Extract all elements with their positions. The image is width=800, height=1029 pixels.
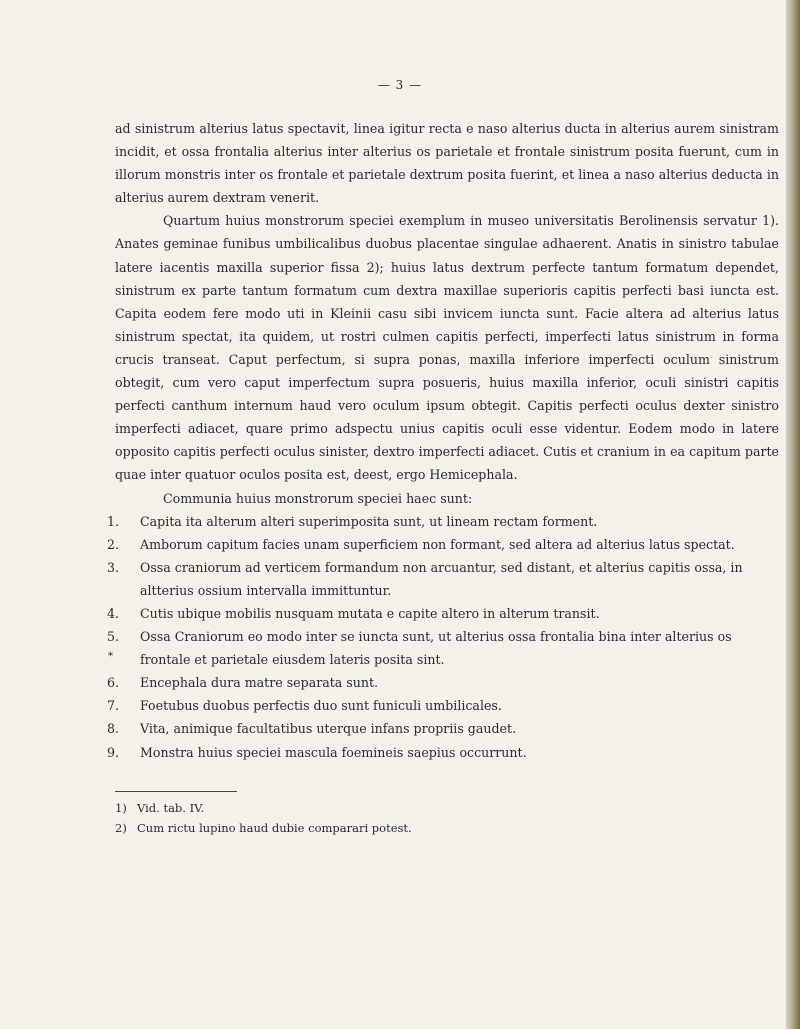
asterisk-mark: * xyxy=(108,651,113,663)
list-text: Amborum capitum facies unam superficiem non formant, sed altera ad alterius latus spectat. xyxy=(140,536,735,552)
list-text: Monstra huius speciei mascula foemineis saepius occurrunt. xyxy=(140,744,527,760)
paragraph: ad sinistrum alterius latus spectavit, linea igitur recta e naso alterius ducta in alterius aurem sinistram incidit, et ossa frontalia alterius inter alterius os parietale et frontale sinistrum posita fuerunt, cum in illorum monstris inter os frontale et parietale dextrum posita fuerint, et linea a naso alterius deducta in alterius aurem dextram venerit. xyxy=(115,121,779,206)
list-item xyxy=(106,602,779,625)
list-number: 5. xyxy=(106,629,119,645)
list-number: 6. xyxy=(106,675,119,691)
footnote-key: 1) xyxy=(115,801,127,815)
numbered-list xyxy=(106,510,779,764)
list-item xyxy=(106,741,779,764)
page-edge-shadow xyxy=(786,0,800,1029)
list-number: 8. xyxy=(106,721,119,737)
page-number: — 3 — xyxy=(377,78,423,92)
footnote-text: Vid. tab. IV. xyxy=(137,801,205,815)
list-number: 3. xyxy=(106,559,119,575)
list-item xyxy=(106,625,779,671)
list-item xyxy=(106,510,779,533)
footnote xyxy=(115,818,715,838)
list-item xyxy=(106,671,779,694)
list-number: 7. xyxy=(106,698,119,714)
list-item xyxy=(106,533,779,556)
list-text: Ossa Craniorum eo modo inter se iuncta sunt, ut alterius ossa frontalia bina inter alterius os frontale et parietale eiusdem lateris posita sint. xyxy=(140,629,732,668)
list-text: Vita, animique facultatibus uterque infans propriis gaudet. xyxy=(140,721,517,737)
list-text: Capita ita alterum alteri superimposita sunt, ut lineam rectam forment. xyxy=(140,513,598,529)
list-text: Cutis ubique mobilis nusquam mutata e capite altero in alterum transit. xyxy=(140,605,600,621)
list-text: Ossa craniorum ad verticem formandum non arcuantur, sed distant, et alterius capitis ossa, in altterius ossium intervalla immittuntur. xyxy=(140,559,743,598)
footnote-divider xyxy=(115,791,237,792)
list-text: Encephala dura matre separata sunt. xyxy=(140,675,379,691)
list-item xyxy=(106,717,779,740)
list-heading: Communia huius monstrorum speciei haec sunt: xyxy=(163,490,473,506)
footnote-text: Cum rictu lupino haud dubie comparari potest. xyxy=(137,821,412,835)
main-text xyxy=(106,117,779,764)
list-number: 2. xyxy=(106,536,119,552)
footnote-key: 2) xyxy=(115,821,127,835)
footnote xyxy=(115,798,715,818)
list-number: 9. xyxy=(106,744,119,760)
list-item xyxy=(106,556,779,602)
footnotes xyxy=(115,798,715,838)
list-text: Foetubus duobus perfectis duo sunt funiculi umbilicales. xyxy=(140,698,502,714)
list-item xyxy=(106,694,779,717)
list-number: 4. xyxy=(106,605,119,621)
list-number: 1. xyxy=(106,513,119,529)
paragraph: Quartum huius monstrorum speciei exemplum in museo universitatis Berolinensis servatur 1). Anates geminae funibus umbilicalibus duobus placentae singulae adhaerent. Anatis in sinistro tabulae latere iacentis maxilla superior fissa 2); huius latus dextrum perfecte tantum formatum dependet, sinistrum ex parte tantum formatum cum dextra maxillae superioris capitis perfecti basi iuncta est. Capita eodem fere modo uti in Kleinii casu sibi invicem iuncta sunt. Facie altera ad alterius latus sinistrum spectat, ita quidem, ut rostri culmen capitis perfecti, imperfecti latus sinistrum in forma crucis transeat. Caput perfectum, si supra ponas, maxilla inferiore imperfecti oculum sinistrum obtegit, cum vero caput imperfectum supra posueris, huius maxilla inferior, oculi sinistri capitis perfecti canthum internum haud vero oculum ipsum obtegit. Capitis perfecti oculus dexter sinistro imperfecti adiacet, quare primo adspectu unius capitis oculi esse videntur. Eodem modo in latere opposito capitis perfecti oculus sinister, dextro imperfecti adiacet. Cutis et cranium in ea capitum parte quae inter quatuor oculos posita est, deest, ergo Hemicephala. xyxy=(115,213,779,483)
